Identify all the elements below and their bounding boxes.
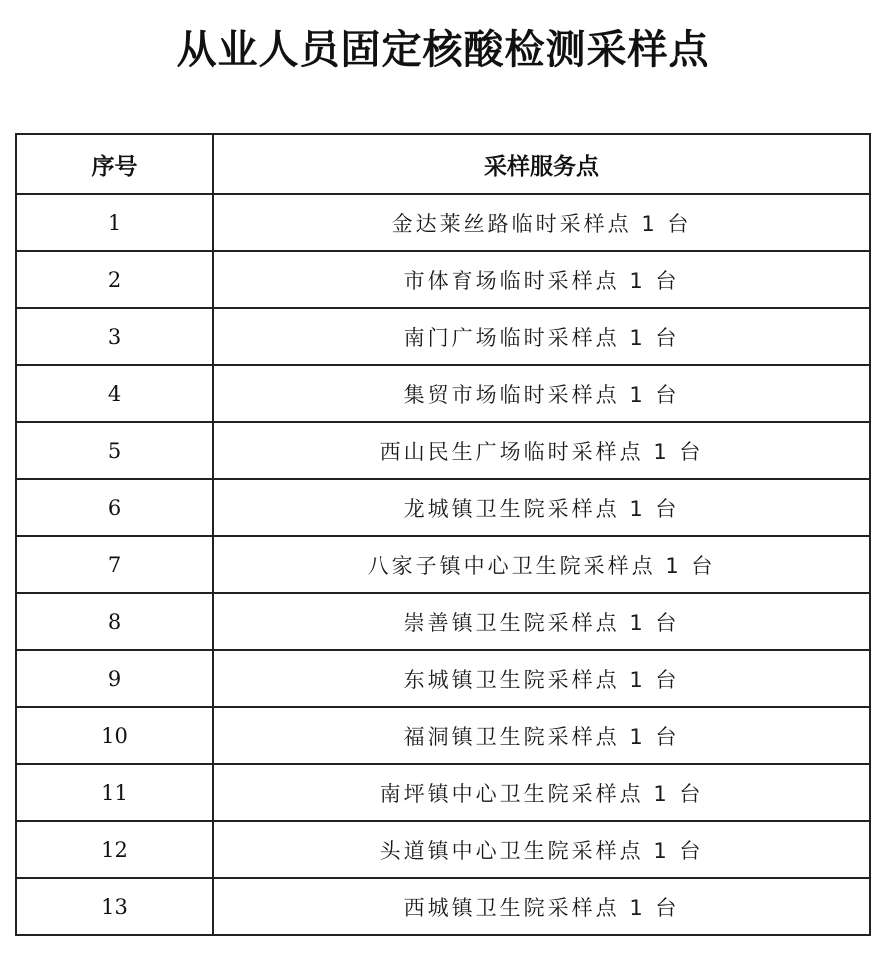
table-row	[16, 878, 870, 935]
table-row	[16, 251, 870, 308]
row-index: 5	[16, 422, 213, 479]
row-index: 4	[16, 365, 213, 422]
row-index: 3	[16, 308, 213, 365]
page-title: 从业人员固定核酸检测采样点	[176, 27, 710, 73]
row-site: 市体育场临时采样点 1 台	[213, 251, 870, 308]
row-site: 福洞镇卫生院采样点 1 台	[213, 707, 870, 764]
row-index: 2	[16, 251, 213, 308]
row-index: 8	[16, 593, 213, 650]
row-site: 西城镇卫生院采样点 1 台	[213, 878, 870, 935]
row-site: 八家子镇中心卫生院采样点 1 台	[213, 536, 870, 593]
row-index: 6	[16, 479, 213, 536]
table-row	[16, 365, 870, 422]
row-site: 南门广场临时采样点 1 台	[213, 308, 870, 365]
table-row	[16, 707, 870, 764]
row-index: 9	[16, 650, 213, 707]
row-index: 7	[16, 536, 213, 593]
header-index: 序号	[16, 134, 213, 194]
row-site: 金达莱丝路临时采样点 1 台	[213, 194, 870, 251]
row-index: 13	[16, 878, 213, 935]
table-row	[16, 422, 870, 479]
row-site: 南坪镇中心卫生院采样点 1 台	[213, 764, 870, 821]
table-row	[16, 194, 870, 251]
table-row	[16, 764, 870, 821]
table-row	[16, 308, 870, 365]
row-site: 东城镇卫生院采样点 1 台	[213, 650, 870, 707]
row-index: 10	[16, 707, 213, 764]
table-row	[16, 593, 870, 650]
table-row	[16, 821, 870, 878]
row-index: 12	[16, 821, 213, 878]
table-row	[16, 536, 870, 593]
table-row	[16, 479, 870, 536]
sampling-sites-table	[15, 133, 871, 936]
row-index: 11	[16, 764, 213, 821]
row-site: 头道镇中心卫生院采样点 1 台	[213, 821, 870, 878]
row-site: 崇善镇卫生院采样点 1 台	[213, 593, 870, 650]
row-site: 西山民生广场临时采样点 1 台	[213, 422, 870, 479]
table-row	[16, 650, 870, 707]
row-index: 1	[16, 194, 213, 251]
table-header-row	[16, 134, 870, 194]
header-site: 采样服务点	[213, 134, 870, 194]
row-site: 龙城镇卫生院采样点 1 台	[213, 479, 870, 536]
row-site: 集贸市场临时采样点 1 台	[213, 365, 870, 422]
